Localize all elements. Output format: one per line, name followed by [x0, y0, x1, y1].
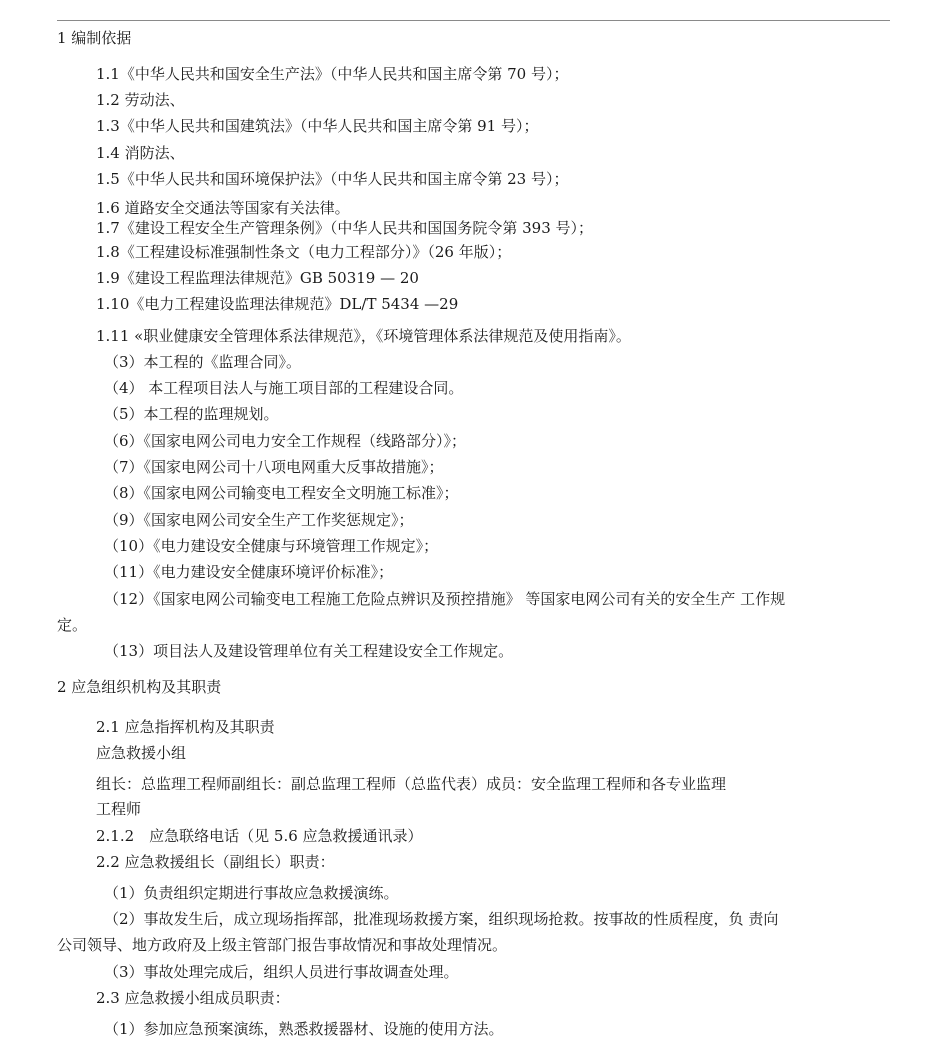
reference-item: 1.6 道路安全交通法等国家有关法律。	[96, 199, 350, 217]
team-members-continuation: 工程师	[96, 800, 142, 818]
numbered-reference-12-continuation: 定。	[57, 616, 88, 634]
numbered-reference: （4） 本工程项目法人与施工项目部的工程建设合同。	[104, 379, 464, 397]
top-divider	[57, 20, 890, 21]
numbered-reference: （5）本工程的监理规划。	[104, 405, 279, 423]
leader-duty: （1）负责组织定期进行事故应急救援演练。	[104, 884, 399, 902]
numbered-reference: （10）《电力建设安全健康与环境管理工作规定》；	[104, 537, 439, 555]
leader-duty: （3）事故处理完成后，组织人员进行事故调查处理。	[104, 963, 459, 981]
numbered-reference: （11）《电力建设安全健康环境评价标准》；	[104, 563, 394, 581]
reference-item: 1.4 消防法、	[96, 144, 185, 162]
numbered-reference: （9）《国家电网公司安全生产工作奖惩规定》；	[104, 511, 414, 529]
numbered-reference-13: （13）项目法人及建设管理单位有关工程建设安全工作规定。	[104, 642, 514, 660]
reference-item: 1.8《工程建设标准强制性条文（电力工程部分）》（26 年版）；	[96, 243, 512, 261]
leader-duty-continuation: 公司领导、地方政府及上级主管部门报告事故情况和事故处理情况。	[57, 936, 508, 954]
numbered-reference: （8）《国家电网公司输变电工程安全文明施工标准》；	[104, 484, 459, 502]
leader-duty: （2）事故发生后，成立现场指挥部，批准现场救援方案，组织现场抢救。按事故的性质程度，负 责向	[104, 910, 779, 928]
section-heading-1: 1 编制依据	[57, 29, 132, 47]
subsection-title: 2.3 应急救援小组成员职责：	[96, 989, 290, 1007]
contact-phone-note: 2.1.2 应急联络电话（见 5.6 应急救援通讯录）	[96, 827, 423, 845]
reference-item: 1.10《电力工程建设监理法律规范》DL/T 5434 —29	[96, 295, 459, 313]
reference-item: 1.9《建设工程监理法律规范》GB 50319 — 20	[96, 269, 419, 287]
reference-item: 1.3《中华人民共和国建筑法》（中华人民共和国主席令第 91 号）；	[96, 117, 539, 135]
numbered-reference: （6）《国家电网公司电力安全工作规程（线路部分）》；	[104, 432, 467, 450]
subsection-title: 2.2 应急救援组长（副组长）职责：	[96, 853, 335, 871]
reference-item: 1.1《中华人民共和国安全生产法》（中华人民共和国主席令第 70 号）；	[96, 65, 569, 83]
reference-item: 1.11 «职业健康安全管理体系法律规范》，《环境管理体系法律规范及使用指南》。	[96, 327, 631, 345]
reference-item: 1.5《中华人民共和国环境保护法》（中华人民共和国主席令第 23 号）；	[96, 170, 569, 188]
subsection-title: 2.1 应急指挥机构及其职责	[96, 718, 275, 736]
numbered-reference: （7）《国家电网公司十八项电网重大反事故措施》；	[104, 458, 444, 476]
member-duty: （1）参加应急预案演练，熟悉救援器材、设施的使用方法。	[104, 1020, 504, 1038]
team-name: 应急救援小组	[96, 744, 187, 762]
section-heading-2: 2 应急组织机构及其职责	[57, 678, 222, 696]
reference-item: 1.7《建设工程安全生产管理条例》（中华人民共和国国务院令第 393 号）；	[96, 219, 594, 237]
reference-item: 1.2 劳动法、	[96, 91, 185, 109]
numbered-reference-12: （12）《国家电网公司输变电工程施工危险点辨识及预控措施》 等国家电网公司有关的安全生产 工作规	[104, 590, 786, 608]
numbered-reference: （3）本工程的《监理合同》。	[104, 353, 302, 371]
team-members: 组长：总监理工程师副组长：副总监理工程师（总监代表）成员：安全监理工程师和各专业监理	[96, 775, 727, 793]
